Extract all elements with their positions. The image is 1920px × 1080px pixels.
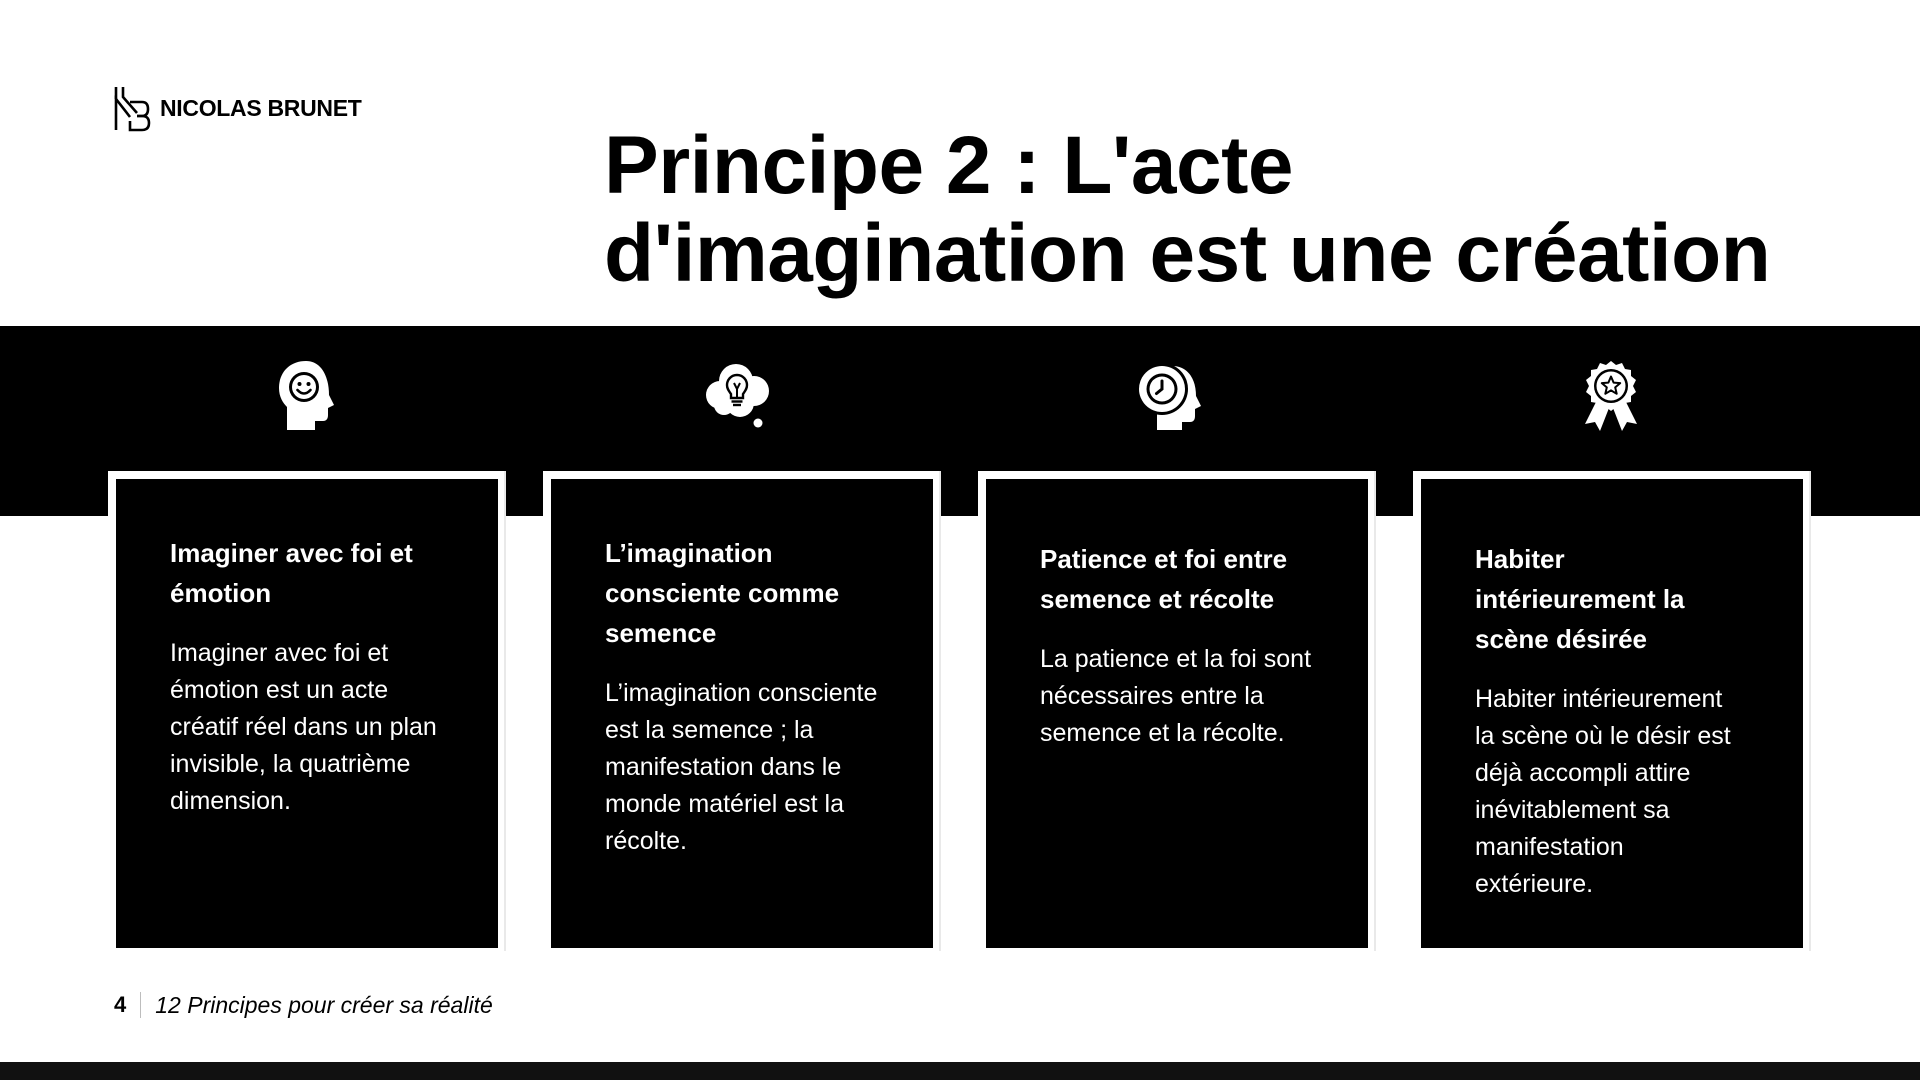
thought-bulb-icon [693,356,783,436]
card-title: L’imagination consciente comme semence [605,538,840,648]
card-title: Habiter intérieurement la scène désirée [1475,544,1685,654]
principle-card-1 [108,471,506,951]
nb-monogram-icon [113,83,151,133]
card-title: Patience et foi entre semence et récolte [1040,544,1288,614]
principle-card-3 [978,471,1376,951]
card-body: Imaginer avec foi et émotion est un acte créatif réel dans un plan invisible, la quatrième dimension. [170,639,437,815]
document-title: 12 Principes pour créer sa réalité [155,991,493,1018]
card-body: L’imagination consciente est la semence ; la manifestation dans le monde matériel est la récolte. [605,679,878,855]
head-smile-icon [261,356,351,436]
brand-name: NICOLAS BRUNET [160,94,362,121]
card-content [116,479,498,948]
card-body: La patience et la foi sont nécessaires entre la semence et la récolte. [1040,645,1312,747]
principle-card-4 [1413,471,1811,951]
page-title: Principe 2 : L'acte d'imagination est une création [604,120,1771,299]
card-content [551,479,933,948]
bottom-bar [0,1062,1920,1080]
slide-footer [114,990,493,1020]
card-content [1421,479,1803,948]
card-content [986,479,1368,948]
card-body: Habiter intérieurement la scène où le désir est déjà accompli attire inévitablement sa manifestation extérieure. [1475,685,1731,898]
brand-logo [113,83,362,133]
award-ribbon-icon [1566,356,1656,436]
footer-divider [140,992,141,1018]
principle-card-2 [543,471,941,951]
page-number: 4 [114,992,127,1017]
head-clock-icon [1125,356,1215,436]
card-title: Imaginer avec foi et émotion [170,538,413,608]
